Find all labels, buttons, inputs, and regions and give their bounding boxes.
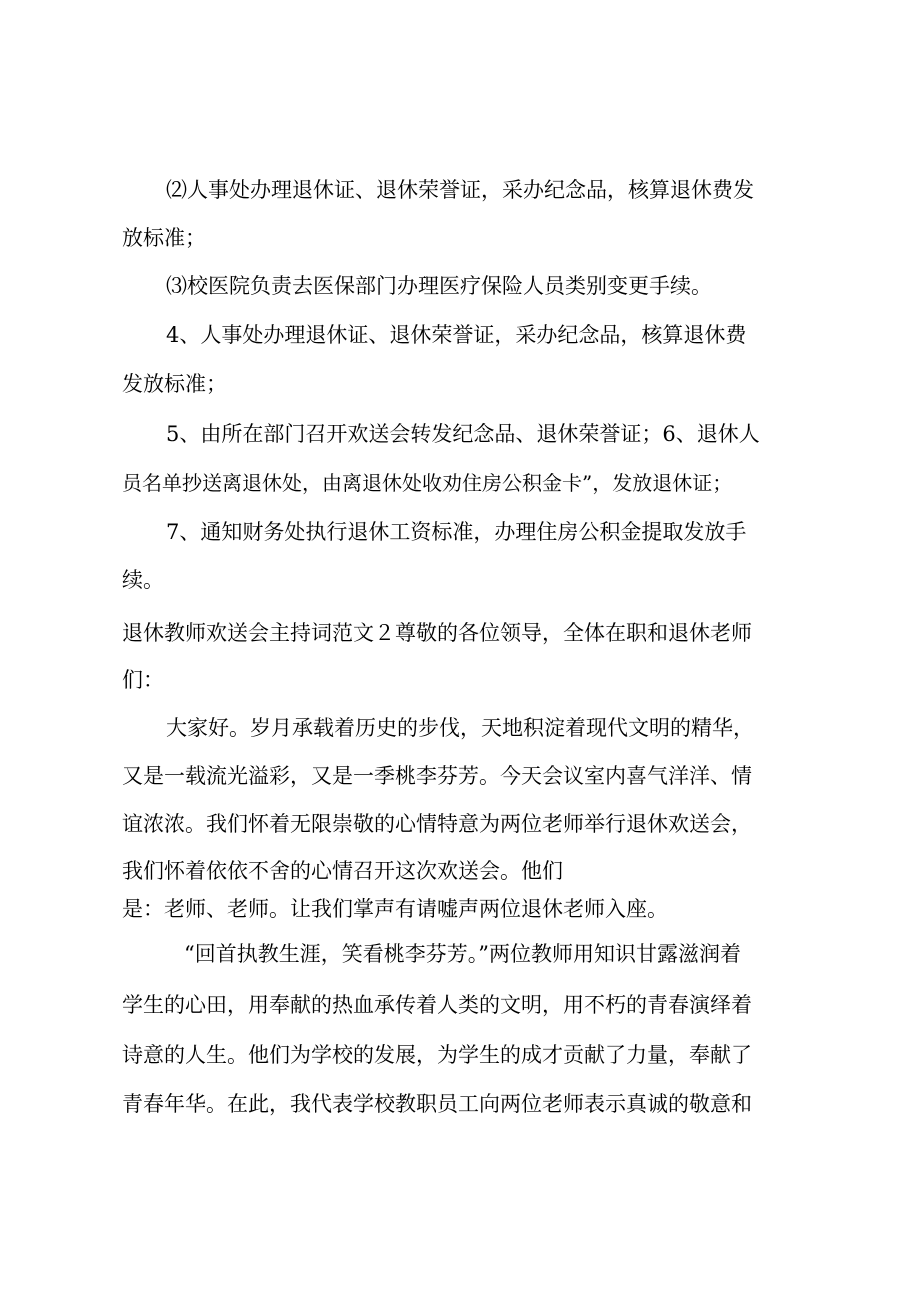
paragraph-line: 青春年华。在此，我代表学校教职员工向两位老师表示真诚的敬意和	[122, 1092, 752, 1116]
paragraph-line: 员名单抄送离退休处，由离退休处收劝住房公积金卡”，发放退休证；	[122, 471, 733, 495]
paragraph-line: 7、通知财务处执行退休工资标准，办理住房公积金提取发放手	[166, 520, 747, 544]
paragraph-line: 是：老师、老师。让我们掌声有请嘘声两位退休老师入座。	[122, 897, 668, 921]
paragraph-line: 放标准；	[122, 226, 206, 250]
paragraph-line: 大家好。岁月承载着历史的步伐，天地积淀着现代文明的精华，	[166, 716, 754, 740]
paragraph-line: 学生的心田，用奉献的热血承传着人类的文明，用不朽的青春演绎着	[122, 993, 752, 1017]
paragraph-line: 4、人事处办理退休证、退休荣誉证，采办纪念品，核算退休费	[166, 323, 747, 347]
section-heading-line: 退休教师欢送会主持词范文２尊敬的各位领导，全体在职和退休老师	[122, 621, 752, 645]
paragraph-line: ⑵人事处办理退休证、退休荣誉证，采办纪念品，核算退休费发	[166, 178, 754, 202]
paragraph-line: 5、由所在部门召开欢送会转发纪念品、退休荣誉证；6、退休人	[166, 422, 760, 446]
paragraph-line: “回首执教生涯，笑看桃李芬芳。”两位教师用知识甘露滋润着	[184, 942, 741, 966]
paragraph-line: 诗意的人生。他们为学校的发展，为学生的成才贡献了力量，奉献了	[122, 1043, 752, 1067]
paragraph-line: 续。	[122, 568, 164, 592]
paragraph-line: ⑶校医院负责去医保部门办理医疗保险人员类别变更手续。	[166, 274, 712, 298]
paragraph-line: 我们怀着依依不舍的心情召开这次欢送会。他们	[122, 859, 563, 883]
paragraph-line: 又是一载流光溢彩，又是一季桃李芬芳。今天会议室内喜气洋洋、情	[122, 764, 752, 788]
paragraph-line: 谊浓浓。我们怀着无限崇敬的心情特意为两位老师举行退休欢送会，	[122, 812, 752, 836]
paragraph-line: 发放标准；	[122, 372, 227, 396]
paragraph-line: 们：	[122, 668, 164, 692]
